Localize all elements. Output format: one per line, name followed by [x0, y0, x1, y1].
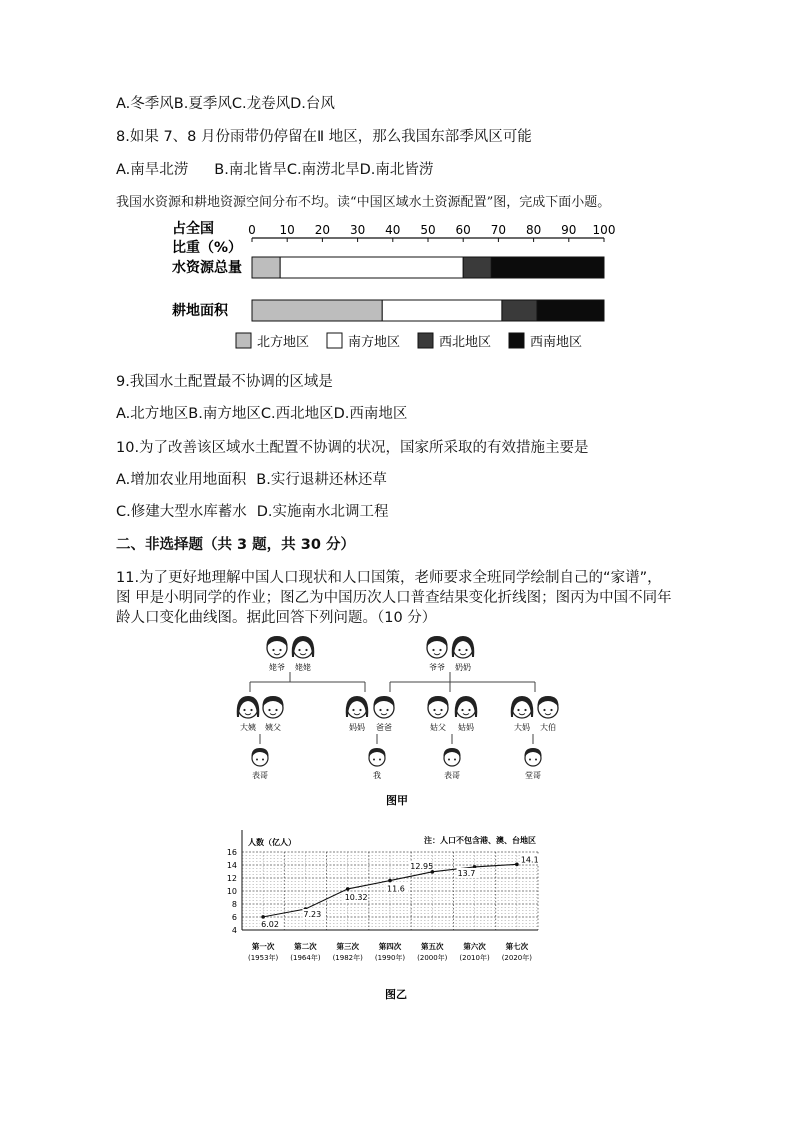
category-label: 水资源总量 [172, 260, 242, 276]
uncle-father-side-label: 姑父 [430, 723, 446, 732]
paternal-grandfather-label: 爷爷 [429, 663, 445, 672]
x-tick-label: 40 [385, 223, 401, 237]
chart-note: 注：人口不包含港、澳、台地区 [424, 836, 536, 845]
bar-segment [252, 300, 382, 321]
q9-stem: 9.我国水土配置最不协调的区域是 [116, 374, 333, 390]
axis-label-line2: 比重（%） [172, 240, 243, 256]
y-tick-label: 14 [226, 861, 237, 870]
q9-option-b: B.南方地区 [188, 406, 261, 422]
uncle-mother-side-label: 姨父 [265, 723, 281, 732]
paternal-grandmother-avatar [452, 636, 475, 658]
data-label: 7.23 [303, 910, 322, 920]
family-tree-figure [230, 630, 570, 808]
q9-option-a: A.北方地区 [116, 406, 189, 422]
data-label: 11.6 [387, 884, 405, 894]
data-point [261, 915, 265, 919]
y-tick-label: 12 [226, 874, 237, 883]
data-point [515, 863, 519, 867]
q10-option-b: B.实行退耕还林还草 [256, 472, 387, 488]
legend-swatch [509, 333, 524, 348]
figure-yi-caption: 图乙 [385, 988, 407, 1001]
x-tick-sublabel: (2000年) [417, 954, 448, 962]
legend-label: 西北地区 [439, 335, 492, 350]
q9-option-c: C.西北地区 [260, 406, 334, 422]
x-tick-label: 80 [525, 223, 542, 237]
data-label: 6.02 [261, 919, 279, 929]
q10-options-row2 [116, 500, 389, 521]
q8-option-c: C.南涝北旱 [286, 162, 360, 178]
x-tick-label: 第一次 [251, 942, 275, 951]
father-label: 爸爸 [376, 723, 392, 732]
bar-segment [537, 300, 604, 321]
x-tick-label: 70 [490, 223, 507, 237]
bar-segment [280, 257, 463, 278]
aunt-father-side-avatar [455, 696, 478, 718]
elder-uncle-avatar [537, 696, 558, 718]
x-tick-label: 第七次 [505, 942, 529, 951]
legend-swatch [236, 333, 251, 348]
maternal-grandfather-avatar [266, 636, 287, 658]
q7-option-d: D.台风 [290, 96, 335, 112]
x-tick-label: 第二次 [294, 942, 317, 951]
data-label: 14.1 [520, 855, 539, 865]
x-tick-label: 0 [248, 223, 256, 237]
x-tick-label: 第三次 [336, 942, 359, 951]
legend-swatch [327, 333, 342, 348]
q7-option-a: A.冬季风 [116, 96, 174, 112]
population-chart [226, 826, 576, 1004]
data-point [388, 879, 392, 883]
category-label: 耕地面积 [172, 303, 228, 319]
legend-label: 北方地区 [257, 335, 310, 350]
cousin3-avatar [524, 748, 541, 766]
q10-options-row1 [116, 468, 387, 489]
q7-option-b: B.夏季风 [173, 96, 232, 112]
q11-line2: 图 甲是小明同学的作业；图乙为中国历次人口普查结果变化折线图；图丙为中国不同年 [116, 590, 672, 606]
cousin2-avatar [443, 748, 460, 766]
q9-option-d: D.西南地区 [333, 406, 408, 422]
data-label: 10.32 [344, 892, 368, 902]
x-tick-label: 60 [455, 223, 471, 237]
x-tick-label: 90 [561, 223, 577, 237]
y-tick-label: 8 [231, 900, 237, 909]
maternal-grandfather-label: 姥爷 [269, 663, 285, 672]
q10-option-a: A.增加农业用地面积 [116, 472, 247, 488]
q7-options [116, 92, 335, 113]
elder-uncle-label: 大伯 [540, 723, 556, 732]
x-tick-sublabel: (1982年) [332, 954, 363, 962]
figure-jia-caption: 图甲 [386, 794, 408, 807]
y-tick-label: 16 [226, 848, 237, 857]
uncle-mother-side-avatar [262, 696, 283, 718]
aunt-mother-side-label: 大姨 [240, 723, 256, 732]
legend-label: 南方地区 [348, 335, 401, 350]
x-tick-label: 100 [592, 223, 616, 237]
y-axis-label: 人数（亿人） [248, 838, 296, 847]
bar-segment [491, 257, 604, 278]
legend-label: 西南地区 [530, 335, 583, 350]
x-tick-label: 10 [279, 223, 295, 237]
x-tick-label: 50 [420, 223, 436, 237]
x-tick-label: 第六次 [463, 942, 486, 951]
water-land-chart [170, 216, 620, 358]
x-tick-sublabel: (2020年) [501, 954, 532, 962]
y-tick-label: 6 [231, 913, 237, 922]
q9-options [116, 402, 407, 423]
q11-line1: 11.为了更好地理解中国人口现状和人口国策，老师要求全班同学绘制自己的“家谱”， [116, 570, 662, 586]
father-avatar [373, 696, 394, 718]
bar-segment [382, 300, 502, 321]
x-tick-sublabel: (1964年) [290, 954, 321, 962]
mother-label: 妈妈 [349, 723, 365, 732]
me-avatar [368, 748, 385, 766]
q8-options [116, 158, 433, 179]
maternal-grandmother-label: 姥姥 [295, 663, 311, 672]
aunt-mother-side-avatar [237, 696, 260, 718]
aunt-father-side-label: 姑妈 [458, 723, 474, 732]
q11-line3: 龄人口变化曲线图。据此回答下列问题。（10 分） [116, 610, 437, 626]
q10-stem: 10.为了改善该区域水土配置不协调的状况，国家所采取的有效措施主要是 [116, 440, 589, 456]
mother-avatar [346, 696, 369, 718]
legend-swatch [418, 333, 433, 348]
q8-option-b: B.南北皆旱 [214, 162, 287, 178]
chart-intro: 我国水资源和耕地资源空间分布不均。读“中国区域水土资源配置”图，完成下面小题。 [116, 195, 611, 210]
paternal-grandfather-avatar [426, 636, 447, 658]
aunt-in-law-avatar [511, 696, 534, 718]
me-label: 我 [373, 771, 381, 780]
x-tick-sublabel: (2010年) [459, 954, 490, 962]
uncle-father-side-avatar [427, 696, 448, 718]
x-tick-label: 第五次 [421, 942, 444, 951]
data-point [346, 887, 350, 891]
x-tick-sublabel: (1990年) [374, 954, 406, 962]
paternal-grandmother-label: 奶奶 [455, 663, 471, 672]
data-label: 13.7 [457, 868, 476, 878]
y-tick-label: 10 [226, 887, 237, 896]
cousin1-label: 表哥 [252, 771, 268, 780]
q7-option-c: C.龙卷风 [231, 96, 291, 112]
x-tick-label: 30 [349, 223, 366, 237]
x-tick-sublabel: (1953年) [248, 954, 279, 962]
x-tick-label: 20 [314, 223, 331, 237]
bar-segment [502, 300, 537, 321]
y-tick-label: 4 [231, 926, 237, 935]
bar-segment [463, 257, 491, 278]
cousin2-label: 表哥 [444, 771, 460, 780]
x-tick-label: 第四次 [378, 942, 402, 951]
axis-label-line1: 占全国 [172, 221, 214, 237]
q8-option-d: D.南北皆涝 [359, 162, 434, 178]
maternal-grandmother-avatar [292, 636, 315, 658]
q10-option-d: D.实施南水北调工程 [256, 504, 389, 520]
q8-option-a: A.南旱北涝 [116, 162, 189, 178]
q8-stem: 8.如果 7、8 月份雨带仍停留在Ⅱ 地区，那么我国东部季风区可能 [116, 129, 532, 145]
aunt-in-law-label: 大妈 [514, 723, 530, 732]
cousin3-label: 堂哥 [525, 771, 541, 780]
bar-segment [252, 257, 280, 278]
cousin1-avatar [251, 748, 268, 766]
section-heading: 二、非选择题（共 3 题，共 30 分） [116, 537, 355, 553]
q10-option-c: C.修建大型水库蓄水 [116, 504, 247, 520]
data-label: 12.95 [410, 861, 434, 871]
